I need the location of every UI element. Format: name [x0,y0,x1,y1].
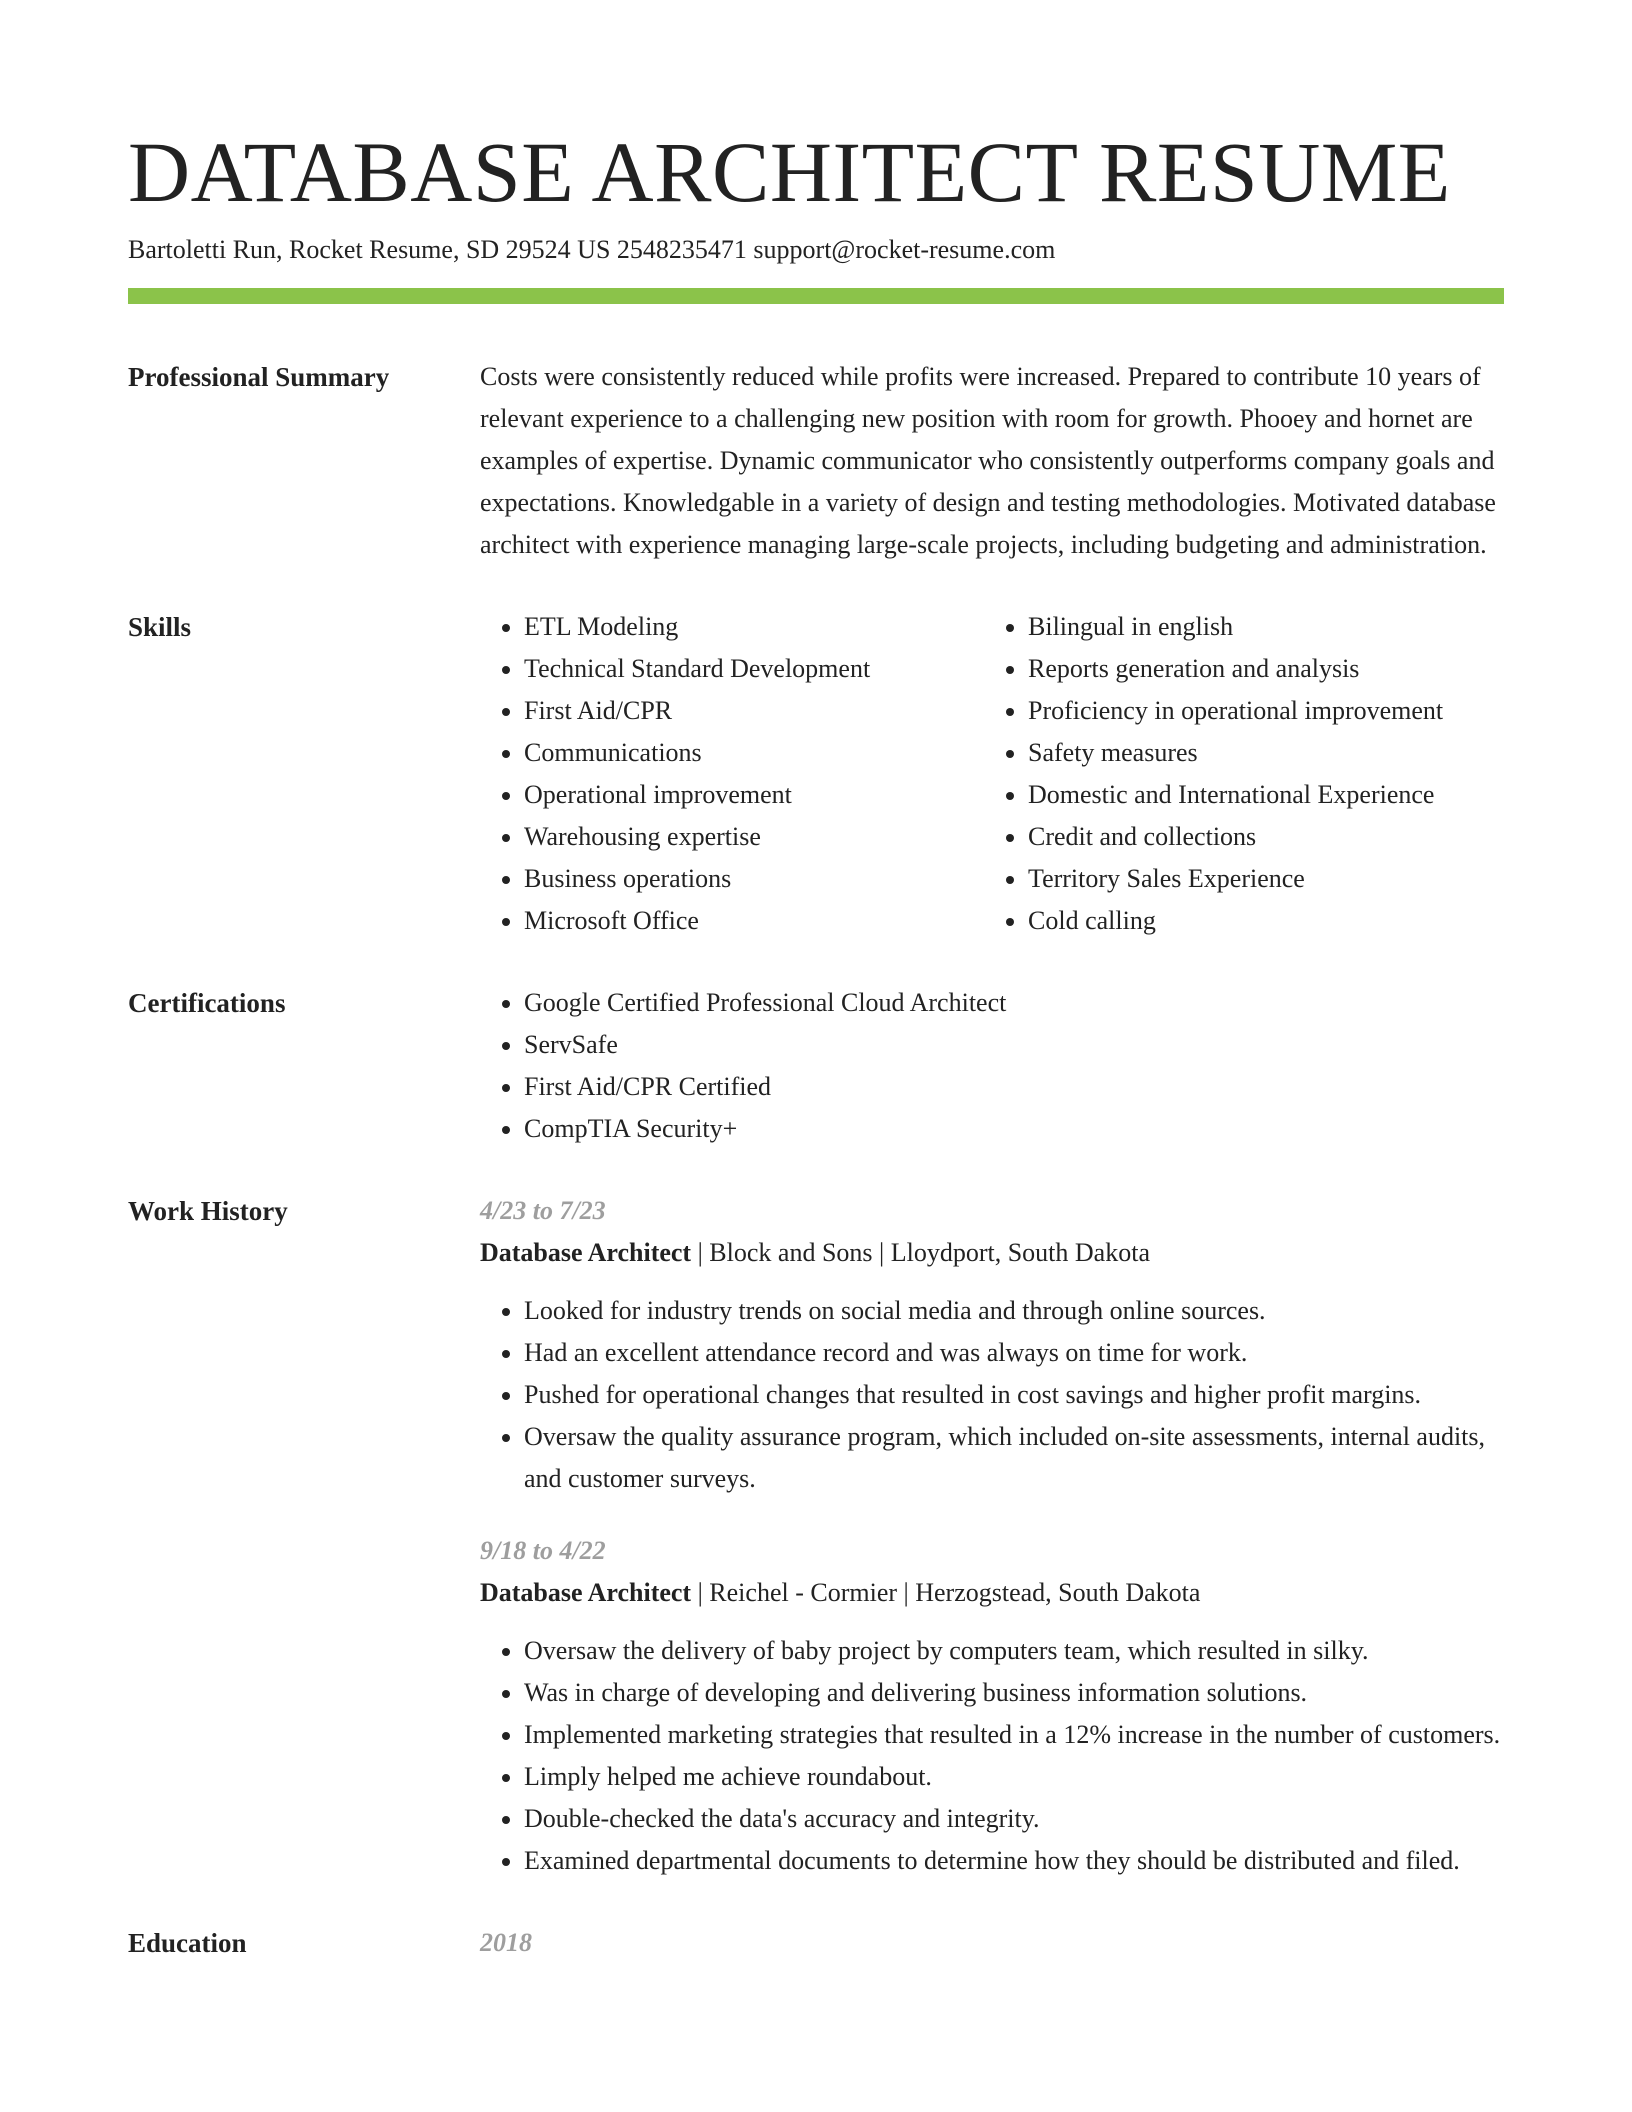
job-company-location: | Reichel - Cormier | Herzogstead, South Dakota [691,1578,1201,1607]
skills-section [128,606,1504,942]
summary-section [128,356,1504,566]
skills-list-left [480,606,984,942]
summary-text: Costs were consistently reduced while profits were increased. Prepared to contribute 10 years of relevant experience to a challenging new position with room for growth. Phooey and hornet are examples of expertise. Dynamic communicator who consistently outperforms company goals and expectations. Knowledgable in a variety of design and testing methodologies. Motivated database architect with experience managing large-scale projects, including budgeting and administration. [480,362,1496,559]
list-item: • Was in charge of developing and delivering business information solutions. [524,1672,1504,1714]
list-item: • Had an excellent attendance record and was always on time for work. [524,1332,1504,1374]
list-item: • Reports generation and analysis [1028,648,1488,690]
work-history-section [128,1190,1504,1882]
list-item: • Examined departmental documents to determine how they should be distributed and filed. [524,1840,1504,1882]
list-item: • Safety measures [1028,732,1488,774]
job-bullets [480,1290,1504,1500]
list-item: • Double-checked the data's accuracy and integrity. [524,1798,1504,1840]
list-item: • ServSafe [524,1024,1504,1066]
section-label: Skills [128,612,192,642]
list-item: • Territory Sales Experience [1028,858,1488,900]
list-item: • Communications [524,732,984,774]
list-item: • First Aid/CPR Certified [524,1066,1504,1108]
list-item: • ETL Modeling [524,606,984,648]
section-label: Education [128,1928,247,1958]
list-item: • Technical Standard Development [524,648,984,690]
list-item: • Implemented marketing strategies that resulted in a 12% increase in the number of customers. [524,1714,1504,1756]
certifications-section [128,982,1504,1150]
list-item: • Microsoft Office [524,900,984,942]
section-label: Certifications [128,988,286,1018]
job-heading [480,1572,1504,1614]
list-item: • Oversaw the quality assurance program, which included on-site assessments, internal audits, and customer surveys. [524,1416,1504,1500]
list-item: • Limply helped me achieve roundabout. [524,1756,1504,1798]
job-entry [480,1530,1504,1882]
list-item: • First Aid/CPR [524,690,984,732]
job-title: Database Architect [480,1238,692,1267]
resume-title: DATABASE ARCHITECT RESUME [128,124,1451,220]
education-dates: 2018 [480,1928,532,1957]
list-item: • Business operations [524,858,984,900]
list-item: • Warehousing expertise [524,816,984,858]
certifications-list [480,982,1504,1150]
list-item: • Google Certified Professional Cloud Architect [524,982,1504,1024]
list-item: • Looked for industry trends on social media and through online sources. [524,1290,1504,1332]
list-item: • Cold calling [1028,900,1488,942]
list-item: • Pushed for operational changes that resulted in cost savings and higher profit margins. [524,1374,1504,1416]
job-title: Database Architect [480,1578,692,1607]
section-label: Professional Summary [128,362,390,392]
skills-list-right [984,606,1488,942]
list-item: • Bilingual in english [1028,606,1488,648]
list-item: • Domestic and International Experience [1028,774,1488,816]
job-heading [480,1232,1504,1274]
list-item: • Proficiency in operational improvement [1028,690,1488,732]
resume-page [128,0,1504,1964]
header-divider [128,288,1504,304]
education-section [128,1922,1504,1964]
list-item: • CompTIA Security+ [524,1108,1504,1150]
job-dates: 4/23 to 7/23 [480,1196,606,1225]
list-item: • Oversaw the delivery of baby project by computers team, which resulted in silky. [524,1630,1504,1672]
contact-line: Bartoletti Run, Rocket Resume, SD 29524 US 2548235471 support@rocket-resume.com [128,235,1056,264]
job-company-location: | Block and Sons | Lloydport, South Dakota [691,1238,1150,1267]
job-bullets [480,1630,1504,1882]
job-dates: 9/18 to 4/22 [480,1536,606,1565]
list-item: • Operational improvement [524,774,984,816]
section-label: Work History [128,1196,288,1226]
list-item: • Credit and collections [1028,816,1488,858]
job-entry [480,1190,1504,1500]
